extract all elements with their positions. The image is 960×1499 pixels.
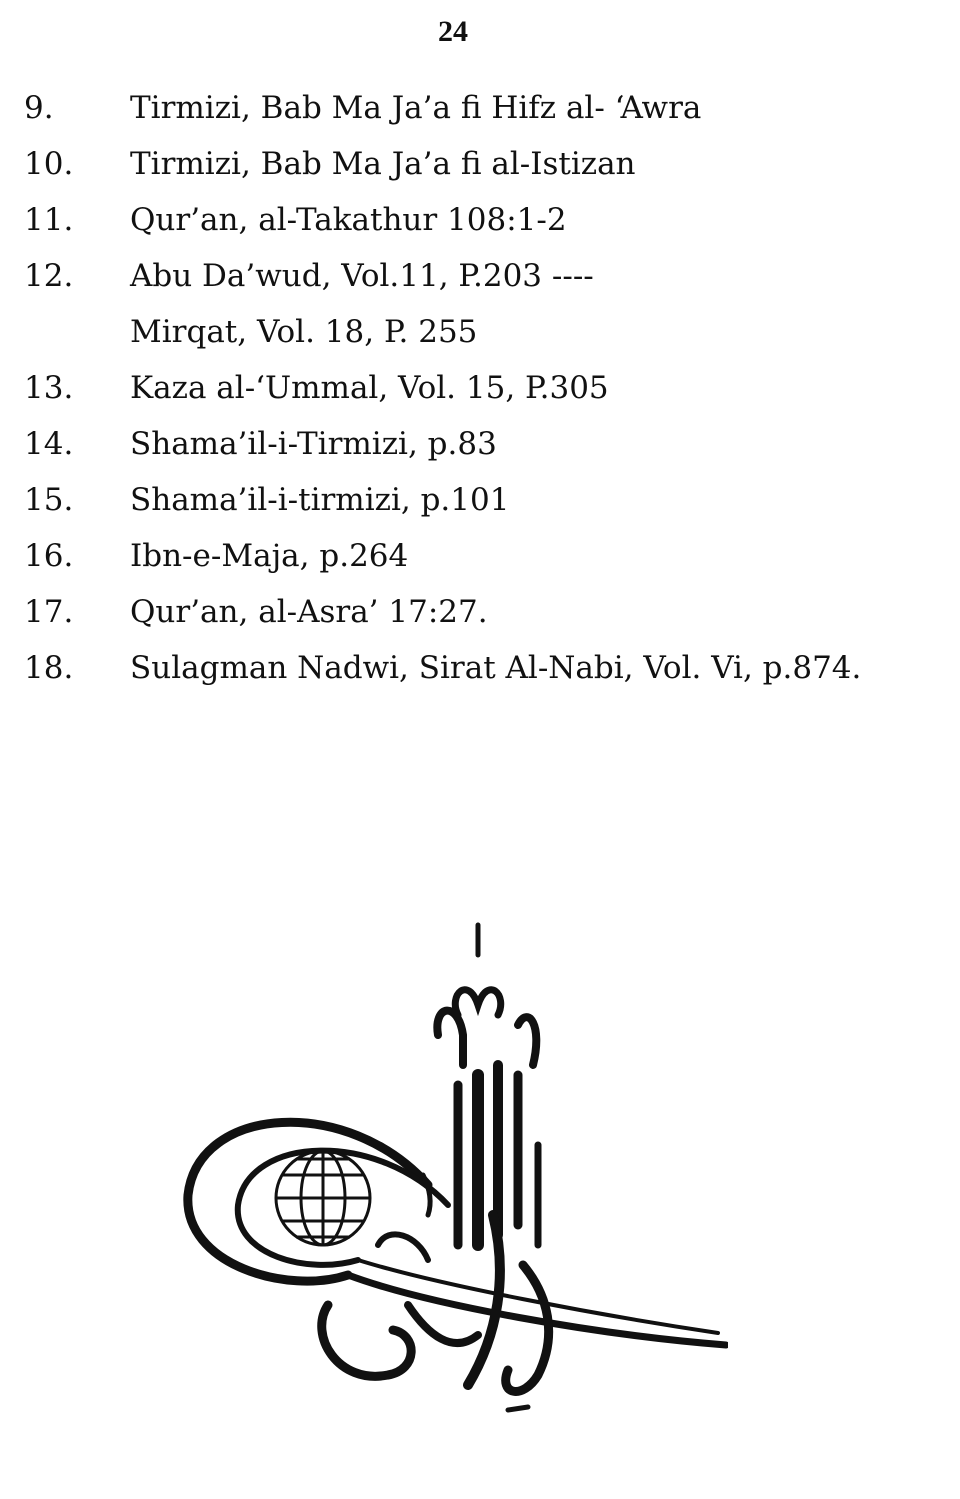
endnote-10 <box>24 136 886 192</box>
endnote-16 <box>24 528 886 584</box>
endnote-text: Sulagman Nadwi, Sirat Al-Nabi, Vol. Vi, p.874. <box>130 650 862 686</box>
endnote-number: 10. <box>24 146 74 182</box>
endnote-number: 17. <box>24 594 74 630</box>
endnote-text: Tirmizi, Bab Ma Ja’a fi Hifz al- ‘Awra <box>130 90 702 126</box>
endnote-13 <box>24 360 886 416</box>
endnote-number: 18. <box>24 650 74 686</box>
endnote-17 <box>24 584 886 640</box>
endnote-number: 13. <box>24 370 74 406</box>
endnote-text-continued: Mirqat, Vol. 18, P. 255 <box>130 314 478 350</box>
endnote-12 <box>24 248 886 360</box>
endnote-number: 16. <box>24 538 74 574</box>
endnotes-list <box>24 80 886 696</box>
vertical-strokes <box>437 925 538 1245</box>
endnote-text: Qur’an, al-Asra’ 17:27. <box>130 594 488 630</box>
endnote-text: Qur’an, al-Takathur 108:1-2 <box>130 202 567 238</box>
endnote-number: 11. <box>24 202 74 238</box>
page-number: 24 <box>438 15 468 48</box>
calligraphy-emblem <box>178 915 728 1435</box>
endnote-text: Ibn-e-Maja, p.264 <box>130 538 409 574</box>
endnote-number: 15. <box>24 482 74 518</box>
endnote-14 <box>24 416 886 472</box>
endnote-number: 12. <box>24 258 74 294</box>
endnote-text: Tirmizi, Bab Ma Ja’a fi al-Istizan <box>130 146 636 182</box>
endnote-15 <box>24 472 886 528</box>
globe-icon <box>276 1151 370 1245</box>
endnote-text: Shama’il-i-tirmizi, p.101 <box>130 482 510 518</box>
endnote-18 <box>24 640 886 696</box>
endnote-text: Abu Da’wud, Vol.11, P.203 ---- <box>130 258 594 294</box>
endnote-text: Shama’il-i-Tirmizi, p.83 <box>130 426 497 462</box>
endnote-11 <box>24 192 886 248</box>
endnote-number: 9. <box>24 90 54 126</box>
endnote-text: Kaza al-‘Ummal, Vol. 15, P.305 <box>130 370 609 406</box>
endnote-number: 14. <box>24 426 74 462</box>
endnote-9 <box>24 80 886 136</box>
